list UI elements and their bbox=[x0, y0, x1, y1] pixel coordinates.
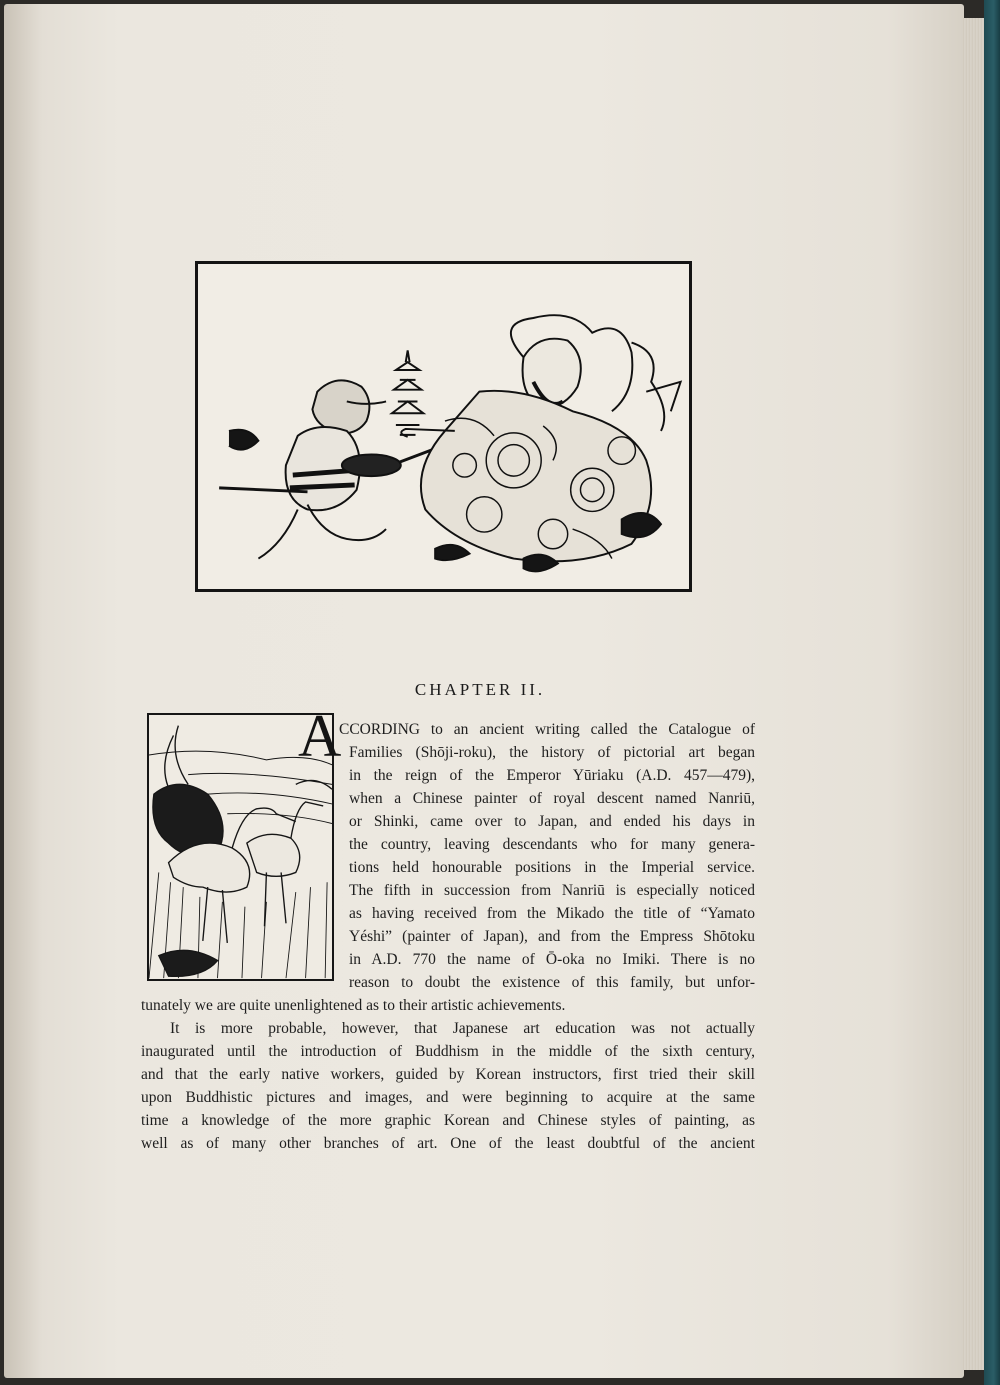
text-line: The fifth in succession from Nanriū is especially noticed bbox=[349, 882, 755, 899]
chapter-heading: CHAPTER II. bbox=[414, 680, 546, 699]
text-line: in A.D. 770 the name of Ō-oka no Imiki. There is no bbox=[349, 951, 755, 968]
text-line: well as of many other branches of art. One of the least doubtful of the ancient bbox=[141, 1135, 755, 1152]
text-line: Yéshi” (painter of Japan), and from the Empress Shōtoku bbox=[349, 928, 755, 945]
book-cover bbox=[984, 0, 1000, 1385]
text-line: CCORDING to an ancient writing called the Catalogue of bbox=[339, 721, 755, 738]
text-line: time a knowledge of the more graphic Korean and Chinese styles of painting, as bbox=[141, 1112, 755, 1129]
text-line: the country, leaving descendants who for many genera- bbox=[349, 836, 755, 853]
demon-warrior-drawing bbox=[198, 264, 689, 589]
text-line: reason to doubt the existence of this family, but unfor- bbox=[349, 974, 755, 991]
text-line: as having received from the Mikado the title of “Yamato bbox=[349, 905, 755, 922]
text-line: and that the early native workers, guided by Korean instructors, first tried their skill bbox=[141, 1066, 755, 1083]
drop-cap-letter: A bbox=[298, 703, 342, 769]
text-line: or Shinki, came over to Japan, and ended his days in bbox=[349, 813, 755, 830]
page-edges bbox=[962, 18, 984, 1370]
text-line: tions held honourable positions in the Imperial service. bbox=[349, 859, 755, 876]
text-line: Families (Shōji-roku), the history of pictorial art began bbox=[349, 744, 755, 761]
text-line: inaugurated until the introduction of Buddhism in the middle of the sixth century, bbox=[141, 1043, 755, 1060]
text-line: It is more probable, however, that Japanese art education was not actually bbox=[170, 1020, 755, 1037]
text-line: when a Chinese painter of royal descent named Nanriū, bbox=[349, 790, 755, 807]
text-line: tunately we are quite unenlightened as to their artistic achievements. bbox=[141, 997, 566, 1014]
illustration-demon-warrior bbox=[195, 261, 692, 592]
text-line: in the reign of the Emperor Yūriaku (A.D. 457—479), bbox=[349, 767, 755, 784]
text-line: upon Buddhistic pictures and images, and were beginning to acquire at the same bbox=[141, 1089, 755, 1106]
